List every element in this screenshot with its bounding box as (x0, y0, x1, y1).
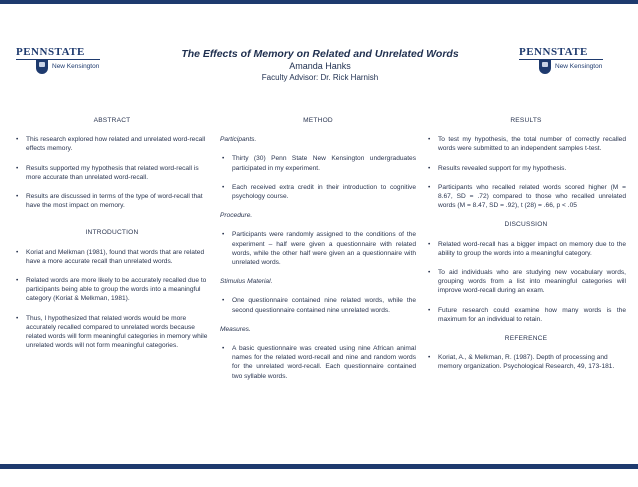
poster-author: Amanda Hanks (289, 61, 351, 71)
logo-wordmark: PENNSTATE (519, 46, 588, 58)
bottom-border-bar (0, 464, 638, 469)
faculty-advisor: Faculty Advisor: Dr. Rick Harnish (261, 73, 379, 82)
list-item: • Each received extra credit in their introduction to cognitive psychology course. (220, 183, 416, 201)
pennstate-logo-right (519, 46, 603, 76)
stimulus-list (220, 296, 416, 314)
list-item: • Future research could examine how many words is the maximum for an individual to retain. (426, 306, 626, 324)
abstract-heading: ABSTRACT (93, 117, 131, 124)
list-item: • Related word-recall has a bigger impact on memory due to the ability to group the words into a meaningful category. (426, 240, 626, 258)
list-item: • Results supported my hypothesis that related word-recall is more accurate than unrelated word-recall. (14, 164, 210, 182)
shield-icon (36, 59, 48, 74)
list-item: • Results revealed support for my hypothesis. (426, 164, 626, 173)
logo-wordmark: PENNSTATE (16, 46, 85, 58)
discussion-list (426, 240, 626, 324)
right-column (426, 116, 626, 382)
results-list (426, 135, 626, 210)
list-item: • To test my hypothesis, the total number of correctly recalled words were submitted to an independent samples t-test. (426, 135, 626, 153)
stimulus-label: Stimulus Material. (220, 278, 273, 286)
list-item: • One questionnaire contained nine related words, while the second questionnaire contained nine unrelated words. (220, 296, 416, 314)
logo-divider (519, 59, 603, 60)
procedure-label: Procedure. (220, 212, 253, 220)
abstract-list (14, 135, 210, 210)
reference-list (426, 353, 626, 371)
discussion-heading: DISCUSSION (504, 221, 548, 229)
left-column (14, 116, 210, 360)
introduction-heading: INTRODUCTION (85, 229, 139, 237)
list-item: • Results are discussed in terms of the type of word-recall that have the most impact on memory. (14, 192, 210, 210)
measures-list (220, 344, 416, 381)
list-item: • Thus, I hypothesized that related words would be more accurately recalled compared to unrelated words because related words will form meaningful categories in memory while unrelated words will not form meaningful categories. (14, 314, 210, 351)
logo-campus: New Kensington (555, 63, 603, 70)
top-border-bar (0, 0, 638, 4)
procedure-list (220, 230, 416, 267)
introduction-list (14, 248, 210, 351)
shield-icon (539, 59, 551, 74)
list-item: • Koriat, A., & Melkman, R. (1987). Depth of processing and memory organization. Psychological Research, 49, 173-181. (426, 353, 626, 371)
measures-label: Measures. (220, 325, 251, 333)
middle-column (220, 116, 416, 391)
participants-list (220, 154, 416, 201)
list-item: • A basic questionnaire was created using nine African animal names for the related word-recall and nine and random words for the unrelated word-recall. Each questionnaire contained two syllable words. (220, 344, 416, 381)
list-item: • This research explored how related and unrelated word-recall effects memory. (14, 135, 210, 153)
list-item: • Participants were randomly assigned to the conditions of the experiment – half were given a questionnaire with related words, while the other half were given an a questionnaire with unrelated words. (220, 230, 416, 267)
logo-divider (16, 59, 100, 60)
list-item: • Koriat and Melkman (1981), found that words that are related have a more accurate recall than unrelated words. (14, 248, 210, 266)
list-item: • Related words are more likely to be accurately recalled due to participants being able to group the words into a meaningful category (Koriat & Melkman, 1981). (14, 276, 210, 304)
pennstate-logo-left (16, 46, 100, 76)
method-heading: METHOD (303, 117, 333, 124)
list-item: • Thirty (30) Penn State New Kensington undergraduates participated in my experiment. (220, 154, 416, 172)
reference-heading: REFERENCE (504, 335, 548, 343)
list-item: • Participants who recalled related words scored higher (M = 8.67, SD = .72) compared to those who recalled unrelated words (M = 8.47, SD = .92), t (28) = .66, p < .05 (426, 183, 626, 211)
list-item: • To aid individuals who are studying new vocabulary words, grouping words from a list into meaningful categories will improve word-recall during an exam. (426, 268, 626, 296)
logo-campus: New Kensington (52, 63, 100, 70)
results-heading: RESULTS (510, 117, 542, 124)
participants-label: Participants. (220, 136, 257, 144)
poster-title: The Effects of Memory on Related and Unrelated Words (181, 48, 459, 60)
